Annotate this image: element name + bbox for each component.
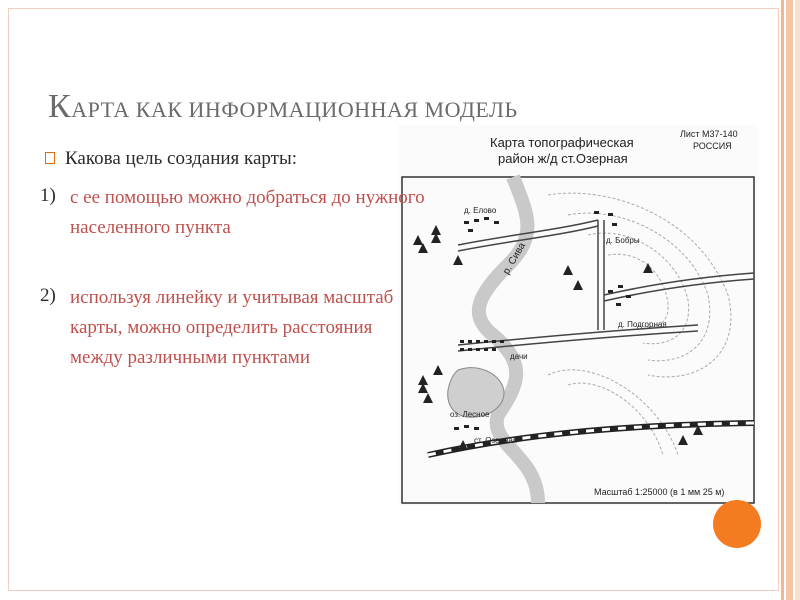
village-label: дачи — [510, 352, 528, 361]
village-label: д. Елово — [464, 206, 497, 215]
slide-title-initial: К — [48, 88, 72, 125]
map-scale-label: Масштаб 1:25000 (в 1 мм 25 м) — [594, 487, 725, 497]
question-bullet — [45, 148, 297, 170]
topographic-map — [398, 125, 758, 505]
point1-text: с ее помощью можно добраться до нужного населенного пункта — [70, 187, 425, 238]
decorative-circle — [713, 500, 761, 548]
map-title-line1: Карта топографическая — [490, 135, 634, 150]
point2-text: используя линейку и учитывая масштаб карты, можно определить расстояния между различными пунктами — [70, 287, 394, 368]
point2-number: 2) — [40, 285, 56, 306]
decorative-edge-stripe — [795, 0, 800, 600]
map-country-label: РОССИЯ — [693, 141, 732, 151]
decorative-edge-stripe — [786, 0, 793, 600]
point1-number: 1) — [40, 185, 56, 206]
slide-title-rest: АРТА КАК ИНФОРМАЦИОННАЯ МОДЕЛЬ — [71, 97, 518, 122]
bullet-icon — [45, 152, 55, 164]
map-drawing — [398, 125, 758, 505]
village-label: д. Бобры — [606, 236, 640, 245]
question-text: Какова цель создания карты: — [65, 148, 298, 169]
village-label: д. Подгорная — [618, 320, 667, 329]
village-label: оз. Лесное — [450, 410, 490, 419]
village-label: ст. Озерная — [474, 436, 518, 445]
slide-title — [48, 88, 518, 126]
map-title-line2: район ж/д ст.Озерная — [498, 151, 628, 166]
decorative-edge-stripe — [781, 0, 784, 600]
map-sheet-label: Лист М37-140 — [680, 129, 738, 139]
river-label: р. Сива — [501, 240, 528, 277]
